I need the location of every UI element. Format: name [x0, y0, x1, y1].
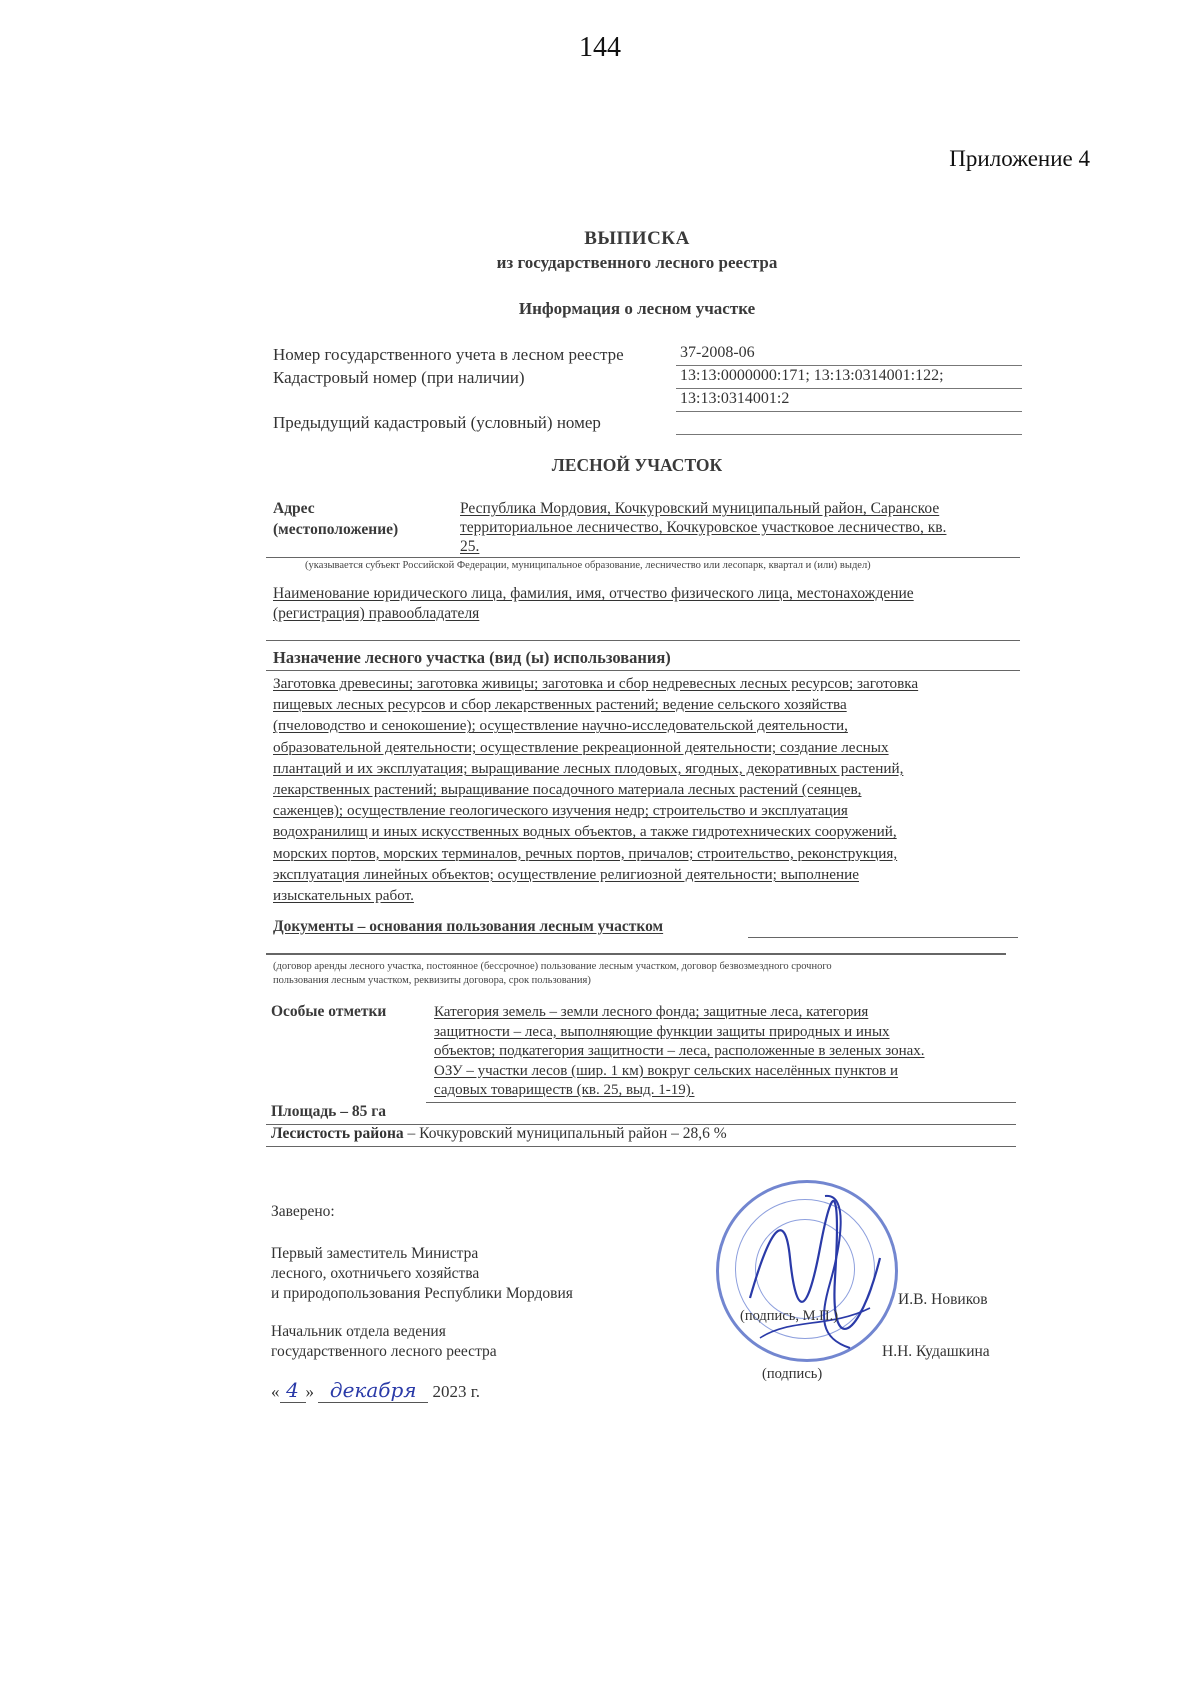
purpose-line: лекарственных растений; выращивание посадочного материала лесных растений (сеянцев,	[273, 781, 862, 799]
cadastral-label: Кадастровый номер (при наличии)	[273, 368, 525, 387]
previous-number-value	[676, 413, 1022, 435]
address-line2: территориальное лесничество, Кочкуровское участковое лесничество, кв.	[460, 519, 947, 536]
signing-date	[271, 1378, 480, 1403]
deputy-name: И.В. Новиков	[898, 1291, 988, 1308]
head-name: Н.Н. Кудашкина	[882, 1343, 990, 1360]
purpose-line: саженцев); осуществление геологического изучения недр; строительство и эксплуатация	[273, 802, 848, 820]
deputy-position	[271, 1244, 573, 1304]
purpose-line: (пчеловодство и сенокошение); осуществление научно-исследовательской деятельности,	[273, 717, 848, 735]
address-label-line1: Адрес	[273, 500, 315, 517]
purpose-line: плантаций и их эксплуатация; выращивание лесных плодовых, ягодных, декоративных растений,	[273, 759, 904, 777]
purpose-line: изыскательных работ.	[273, 887, 414, 905]
address-line3: 25.	[460, 538, 480, 555]
special-line: защитности – леса, выполняющие функции защиты природных и иных	[434, 1023, 890, 1040]
state-number-value: 37-2008-06	[676, 344, 1022, 366]
address-line1: Республика Мордовия, Кочкуровский муниципальный район, Саранское	[460, 500, 940, 517]
owner-block	[273, 584, 1018, 624]
forest-cover-row	[271, 1125, 727, 1143]
special-line: объектов; подкатегория защитности – леса, расположенные в зеленых зонах.	[434, 1043, 925, 1059]
documents-note	[273, 960, 1008, 988]
address-label	[273, 498, 398, 540]
page-number: 144	[579, 32, 621, 63]
deputy-line1: Первый заместитель Министра	[271, 1245, 479, 1262]
date-quote-open: «	[271, 1382, 280, 1401]
head-line2: государственного лесного реестра	[271, 1343, 497, 1360]
state-number-label: Номер государственного учета в лесном реестре	[273, 345, 624, 364]
deputy-signature-caption: (подпись, М.П.)	[740, 1308, 839, 1324]
forest-cover-divider	[266, 1146, 1016, 1147]
info-title: Информация о лесном участке	[518, 299, 756, 318]
area-label: Площадь – 85 га	[271, 1103, 387, 1120]
purpose-text	[273, 673, 1018, 906]
documents-note-line1: (договор аренды лесного участка, постоянное (бессрочное) пользование лесным участком, договор безвозмездного срочного	[273, 961, 832, 972]
appendix-label: Приложение 4	[949, 146, 1090, 171]
owner-line2: (регистрация) правообладателя	[273, 605, 480, 622]
special-text	[434, 1003, 1008, 1101]
head-position	[271, 1322, 497, 1362]
head-signature-caption: (подпись)	[762, 1366, 823, 1382]
deputy-line3: и природопользования Республики Мордовия	[271, 1285, 573, 1302]
purpose-line: Заготовка древесины; заготовка живицы; заготовка и сбор недревесных лесных ресурсов; заготовка	[273, 675, 919, 692]
special-label: Особые отметки	[271, 1003, 387, 1020]
purpose-title: Назначение лесного участка (вид (ы) использования)	[273, 648, 671, 667]
owner-line1: Наименование юридического лица, фамилия, имя, отчество физического лица, местонахождение	[273, 585, 914, 602]
address-divider	[266, 557, 1020, 558]
documents-title: Документы – основания пользования лесным участком	[273, 918, 664, 935]
forest-cover-label: Лесистость района	[271, 1125, 404, 1142]
certified-label: Заверено:	[271, 1203, 335, 1220]
purpose-divider	[266, 670, 1020, 671]
date-quote-close: »	[305, 1382, 314, 1401]
documents-line-long	[266, 953, 1006, 955]
purpose-line: пищевых лесных ресурсов и сбор лекарственных растений; ведение сельского хозяйства	[273, 696, 847, 714]
document-subtitle: из государственного лесного реестра	[496, 253, 778, 272]
previous-number-label: Предыдущий кадастровый (условный) номер	[273, 413, 601, 432]
documents-line-short	[748, 937, 1018, 938]
special-line: садовых товариществ (кв. 25, выд. 1-19).	[434, 1082, 695, 1098]
purpose-line: водохранилищ и иных искусственных водных объектов, а также гидротехнических сооружений,	[273, 823, 897, 841]
handwritten-signature	[730, 1188, 900, 1363]
document-title: ВЫПИСКА	[584, 228, 690, 249]
head-line1: Начальник отдела ведения	[271, 1323, 446, 1340]
address-value	[460, 499, 1018, 556]
forest-cover-value: – Кочкуровский муниципальный район – 28,6 %	[403, 1125, 727, 1142]
cadastral-value-1: 13:13:0000000:171; 13:13:0314001:122;	[676, 367, 1022, 389]
date-day: 4	[280, 1378, 306, 1403]
special-line: Категория земель – земли лесного фонда; защитные леса, категория	[434, 1004, 869, 1020]
deputy-line2: лесного, охотничьего хозяйства	[271, 1265, 480, 1282]
cadastral-value-2: 13:13:0314001:2	[676, 390, 1022, 412]
owner-divider	[266, 640, 1020, 641]
date-year: 2023 г.	[432, 1382, 481, 1401]
address-label-line2: (местоположение)	[273, 521, 399, 538]
section-title: ЛЕСНОЙ УЧАСТОК	[551, 455, 723, 475]
special-line: ОЗУ – участки лесов (шир. 1 км) вокруг сельских населённых пунктов и	[434, 1062, 899, 1079]
purpose-line: морских портов, морских терминалов, речных портов, причалов; строительство, реконструкция,	[273, 844, 898, 862]
purpose-line: эксплуатация линейных объектов; осуществление религиозной деятельности; выполнение	[273, 865, 859, 883]
special-divider	[426, 1102, 1016, 1103]
documents-note-line2: пользования лесным участком, реквизиты договора, срок пользования)	[273, 975, 591, 986]
purpose-line: образовательной деятельности; осуществление рекреационной деятельности; создание лесных	[273, 738, 889, 756]
date-month: декабря	[318, 1378, 428, 1403]
address-note: (указывается субъект Российской Федерации, муниципальное образование, лесничество или лесопарк, квартал и (или) выдел)	[305, 560, 871, 571]
